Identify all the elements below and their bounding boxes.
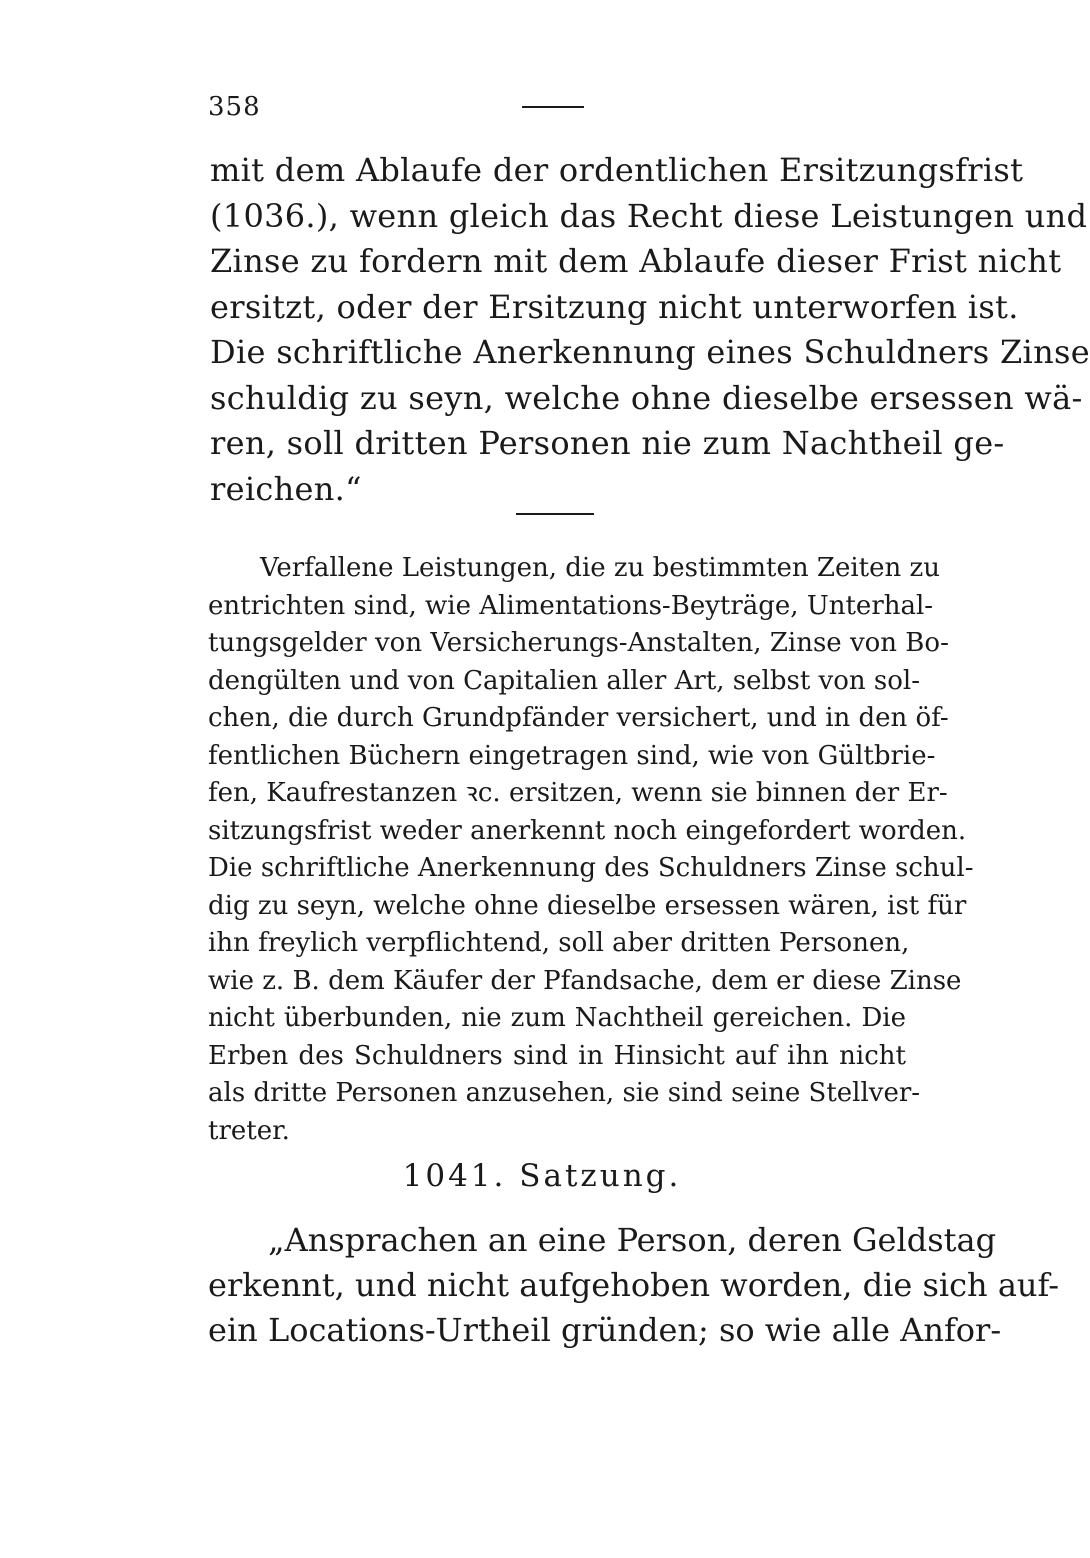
quote-block [210, 148, 1090, 512]
article-line: ein Locations-Urtheil gründen; so wie alle Anfor- [208, 1311, 1002, 1349]
commentary-line: fen, Kaufrestanzen ꝛc. ersitzen, wenn sie binnen der Er- [208, 778, 948, 808]
commentary-line: treter. [208, 1115, 290, 1146]
commentary-line: dig zu seyn, welche ohne dieselbe ersessen wären, ist für [208, 890, 967, 921]
commentary-paragraph [208, 550, 974, 1150]
article-paragraph [208, 1218, 1060, 1353]
article-line: erkennt, und nicht aufgehoben worden, die sich auf- [208, 1266, 1060, 1304]
commentary-line: Die schriftliche Anerkennung des Schuldners Zinse schul- [208, 853, 974, 883]
quote-line: ersitzt, oder der Ersitzung nicht unterworfen ist. [210, 287, 1019, 326]
quote-line: reichen.“ [210, 469, 362, 508]
commentary-line: ihn freylich verpflichtend, soll aber dritten Personen, [208, 928, 910, 958]
commentary-line: fentlichen Büchern eingetragen sind, wie von Gültbrie- [208, 740, 936, 771]
section-heading: 1041. Satzung. [402, 1158, 682, 1194]
commentary-line: tungsgelder von Versicherungs-Anstalten, Zinse von Bo- [208, 628, 949, 658]
quote-line: schuldig zu seyn, welche ohne dieselbe ersessen wä- [210, 378, 1083, 417]
quote-line: mit dem Ablaufe der ordentlichen Ersitzungsfrist [210, 151, 1024, 189]
commentary-line: Erben des Schuldners sind in Hinsicht auf ihn nicht [208, 1040, 906, 1071]
quote-line: ren, soll dritten Personen nie zum Nachtheil ge- [210, 424, 1005, 462]
page-number: 358 [208, 92, 261, 122]
commentary-line: nicht überbunden, nie zum Nachtheil gereichen. Die [208, 1003, 906, 1033]
commentary-line: Verfallene Leistungen, die zu bestimmten Zeiten zu [260, 553, 940, 583]
quote-line: Die schriftliche Anerkennung eines Schuldners Zinse [210, 333, 1090, 371]
article-line: „Ansprachen an eine Person, deren Geldstag [268, 1221, 997, 1259]
commentary-line: dengülten und von Capitalien aller Art, selbst von sol- [208, 665, 920, 696]
section-rule [516, 513, 594, 515]
commentary-line: sitzungsfrist weder anerkennt noch eingefordert worden. [208, 815, 967, 846]
commentary-line: wie z. B. dem Käufer der Pfandsache, dem er diese Zinse [208, 965, 962, 996]
commentary-line: als dritte Personen anzusehen, sie sind seine Stellver- [208, 1078, 921, 1108]
commentary-line: chen, die durch Grundpfänder versichert, und in den öf- [208, 703, 949, 733]
commentary-line: entrichten sind, wie Alimentations-Beyträge, Unterhal- [208, 590, 934, 621]
quote-line: (1036.), wenn gleich das Recht diese Leistungen und [210, 196, 1088, 235]
header-rule [522, 106, 584, 108]
quote-line: Zinse zu fordern mit dem Ablaufe dieser Frist nicht [210, 242, 1062, 280]
